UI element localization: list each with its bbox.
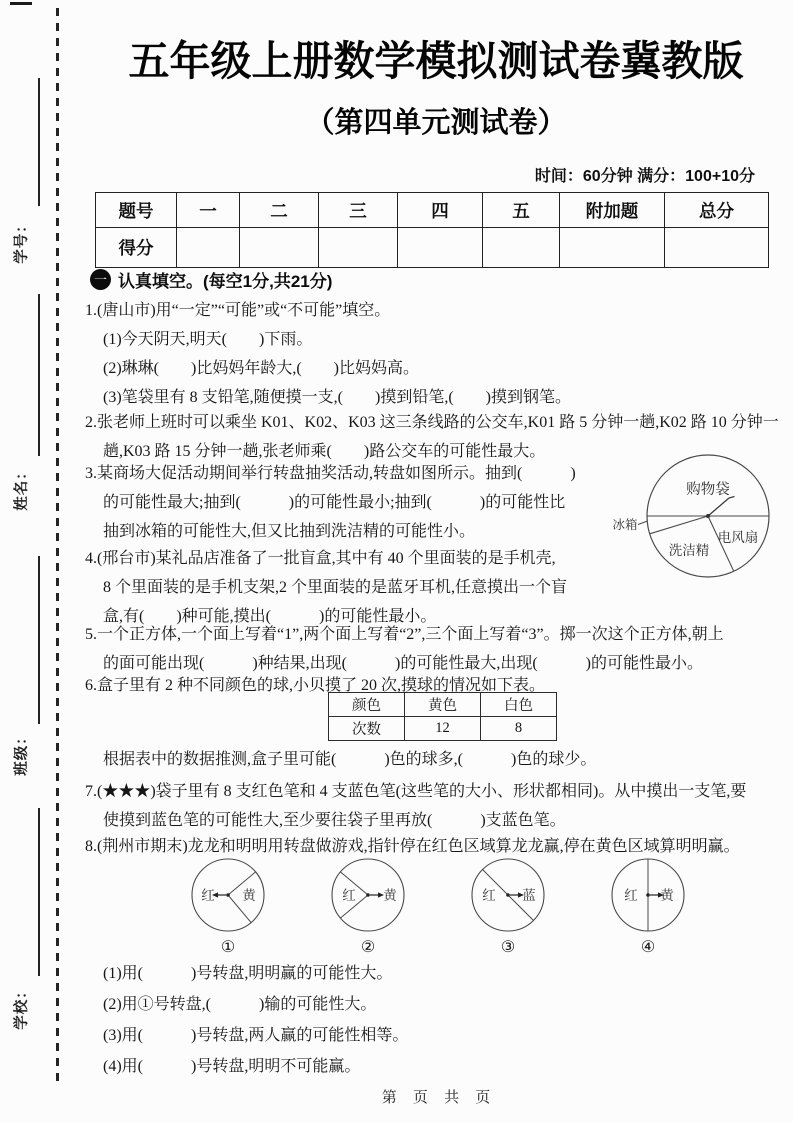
score-blank-cell bbox=[665, 228, 769, 268]
question-1 bbox=[85, 296, 571, 412]
question-line: 的面可能出现( )种结果,出现( )的可能性最大,出现( )的可能性最小。 bbox=[103, 655, 703, 672]
question-line: (1)用( )号转盘,明明赢的可能性大。 bbox=[103, 965, 393, 982]
spinner-4 bbox=[603, 856, 693, 957]
score-header-cell: 二 bbox=[240, 193, 319, 228]
question-line: 5.一个正方体,一个面上写着“1”,两个面上写着“2”,三个面上写着“3”。掷一次这个正方体,朝上 bbox=[85, 626, 724, 643]
score-blank-cell bbox=[398, 228, 483, 268]
table-row bbox=[329, 693, 557, 717]
pointer-pivot bbox=[226, 893, 230, 897]
spinner-1 bbox=[183, 856, 273, 957]
question-line: (3)笔袋里有 8 支铅笔,随便摸一支,( )摸到铅笔,( )摸到钢笔。 bbox=[103, 389, 571, 406]
table-cell: 颜色 bbox=[329, 693, 405, 717]
page-footer: 第 页 共 页 bbox=[381, 1089, 497, 1106]
spinner-label-right: 黄 bbox=[242, 888, 256, 903]
slice-label-bag: 购物袋 bbox=[686, 482, 730, 498]
sidebar-label-name: 姓名： bbox=[13, 463, 30, 511]
question-line: 8.(荆州市期末)龙龙和明明用转盘做游戏,指针停在红色区域算龙龙赢,停在黄色区域算明明赢。 bbox=[85, 838, 740, 855]
sidebar-label-class: 班级： bbox=[13, 728, 30, 776]
slice-label-detergent: 洗洁精 bbox=[668, 543, 710, 558]
score-row-label: 得分 bbox=[96, 228, 177, 268]
question-5 bbox=[85, 620, 724, 678]
table-cell: 8 bbox=[481, 717, 557, 741]
question-line: 根据表中的数据推测,盒子里可能( )色的球多,( )色的球少。 bbox=[103, 751, 597, 768]
paper-subtitle: （第四单元测试卷） bbox=[305, 107, 567, 139]
table-cell: 白色 bbox=[481, 693, 557, 717]
table-cell: 黄色 bbox=[405, 693, 481, 717]
score-header-cell: 四 bbox=[398, 193, 483, 228]
pointer-tip bbox=[729, 497, 735, 499]
corner-trim-mark bbox=[10, 2, 32, 5]
prize-wheel-diagram bbox=[612, 452, 793, 586]
score-blank-cell bbox=[560, 228, 665, 268]
question-8-subquestions bbox=[85, 958, 408, 1082]
spinner-label-right: 黄 bbox=[383, 888, 397, 903]
score-table-header-row bbox=[96, 193, 769, 228]
question-line: (4)用( )号转盘,明明不可能赢。 bbox=[103, 1058, 361, 1075]
spinner-number: ④ bbox=[640, 939, 656, 956]
question-4 bbox=[85, 544, 567, 631]
question-line: 2.张老师上班时可以乘坐 K01、K02、K03 这三条线路的公交车,K01 路 5 分钟一趟,K02 路 10 分钟一 bbox=[85, 414, 779, 431]
score-header-cell: 附加题 bbox=[560, 193, 665, 228]
question-line: 抽到冰箱的可能性大,但又比抽到洗洁精的可能性小。 bbox=[103, 523, 476, 540]
pointer-pivot bbox=[366, 893, 370, 897]
question-line: 4.(邢台市)某礼品店准备了一批盲盒,其中有 40 个里面装的是手机壳, bbox=[85, 550, 556, 567]
spinner-3 bbox=[463, 856, 553, 957]
pointer-pivot bbox=[706, 514, 710, 518]
question-7 bbox=[85, 777, 746, 835]
class-write-line bbox=[38, 556, 40, 724]
question-line: (3)用( )号转盘,两人赢的可能性相等。 bbox=[103, 1027, 409, 1044]
spinner-label-left: 红 bbox=[342, 888, 356, 903]
school-write-line bbox=[38, 808, 40, 976]
question-line: 使摸到蓝色笔的可能性大,至少要往袋子里再放( )支蓝色笔。 bbox=[103, 812, 566, 829]
question-3 bbox=[85, 459, 576, 546]
ball-count-table bbox=[328, 692, 557, 741]
name-write-line bbox=[38, 294, 40, 456]
spinner-2 bbox=[323, 856, 413, 957]
score-header-cell: 三 bbox=[319, 193, 398, 228]
score-blank-cell bbox=[483, 228, 560, 268]
spinner-label-right: 黄 bbox=[660, 888, 674, 903]
score-blank-cell bbox=[240, 228, 319, 268]
spinner-label-left: 红 bbox=[624, 888, 638, 903]
question-line: 趟,K03 路 15 分钟一趟,张老师乘( )路公交车的可能性最大。 bbox=[103, 443, 546, 460]
spinner-number: ③ bbox=[500, 939, 516, 956]
question-line: 8 个里面装的是手机支架,2 个里面装的是蓝牙耳机,任意摸出一个盲 bbox=[103, 579, 568, 596]
question-line: 1.(唐山市)用“一定”“可能”或“不可能”填空。 bbox=[85, 302, 391, 319]
binding-dashed-line bbox=[56, 8, 59, 1086]
score-table-score-row bbox=[96, 228, 769, 268]
pointer-pivot bbox=[646, 893, 650, 897]
pointer-pivot bbox=[506, 893, 510, 897]
score-blank-cell bbox=[319, 228, 398, 268]
score-header-cell: 五 bbox=[483, 193, 560, 228]
spinner-number: ② bbox=[360, 939, 376, 956]
fridge-slice-divider bbox=[650, 516, 708, 534]
section-one-header bbox=[90, 267, 332, 292]
slice-label-fridge: 冰箱 bbox=[612, 518, 638, 532]
table-cell: 12 bbox=[405, 717, 481, 741]
spinner-label-left: 红 bbox=[482, 888, 496, 903]
sidebar-label-student-id: 学号： bbox=[13, 216, 30, 264]
time-score-info: 时间：60分钟 满分：100+10分 bbox=[534, 168, 755, 185]
question-line: 盒,有( )种可能,摸出( )的可能性最小。 bbox=[103, 608, 437, 625]
score-header-cell: 一 bbox=[177, 193, 240, 228]
question-line: 3.某商场大促活动期间举行转盘抽奖活动,转盘如图所示。抽到( ) bbox=[85, 465, 576, 482]
spinner-label-right: 蓝 bbox=[522, 888, 536, 903]
spinner-label-left: 红 bbox=[201, 888, 215, 903]
section-number-badge: 一 bbox=[90, 269, 111, 290]
fridge-leader-line bbox=[638, 521, 648, 525]
score-table bbox=[95, 192, 769, 268]
spinner-diagrams bbox=[183, 856, 693, 957]
table-cell: 次数 bbox=[329, 717, 405, 741]
student-id-write-line bbox=[38, 78, 40, 206]
score-header-cell: 题号 bbox=[96, 193, 177, 228]
question-line: (2)琳琳( )比妈妈年龄大,( )比妈妈高。 bbox=[103, 360, 419, 377]
table-row bbox=[329, 717, 557, 741]
pointer-arrow-icon bbox=[708, 498, 729, 516]
score-blank-cell bbox=[177, 228, 240, 268]
paper-title: 五年级上册数学模拟测试卷冀教版 bbox=[128, 38, 744, 84]
question-line: (1)今天阴天,明天( )下雨。 bbox=[103, 331, 313, 348]
question-line: 的可能性最大;抽到( )的可能性最小;抽到( )的可能性比 bbox=[103, 494, 566, 511]
question-line: 6.盒子里有 2 种不同颜色的球,小贝摸了 20 次,摸球的情况如下表。 bbox=[85, 677, 546, 694]
spinner-number: ① bbox=[220, 939, 236, 956]
score-header-cell: 总分 bbox=[665, 193, 769, 228]
sidebar-label-school: 学校： bbox=[13, 982, 30, 1030]
question-line: 7.(★★★)袋子里有 8 支红色笔和 4 支蓝色笔(这些笔的大小、形状都相同)。从中摸出一支笔,要 bbox=[85, 783, 747, 800]
question-line: (2)用①号转盘,( )输的可能性大。 bbox=[103, 996, 377, 1013]
slice-label-fan: 电风扇 bbox=[717, 530, 759, 545]
question-6-note bbox=[85, 745, 596, 774]
section-title: 认真填空。(每空1分,共21分) bbox=[118, 272, 333, 291]
